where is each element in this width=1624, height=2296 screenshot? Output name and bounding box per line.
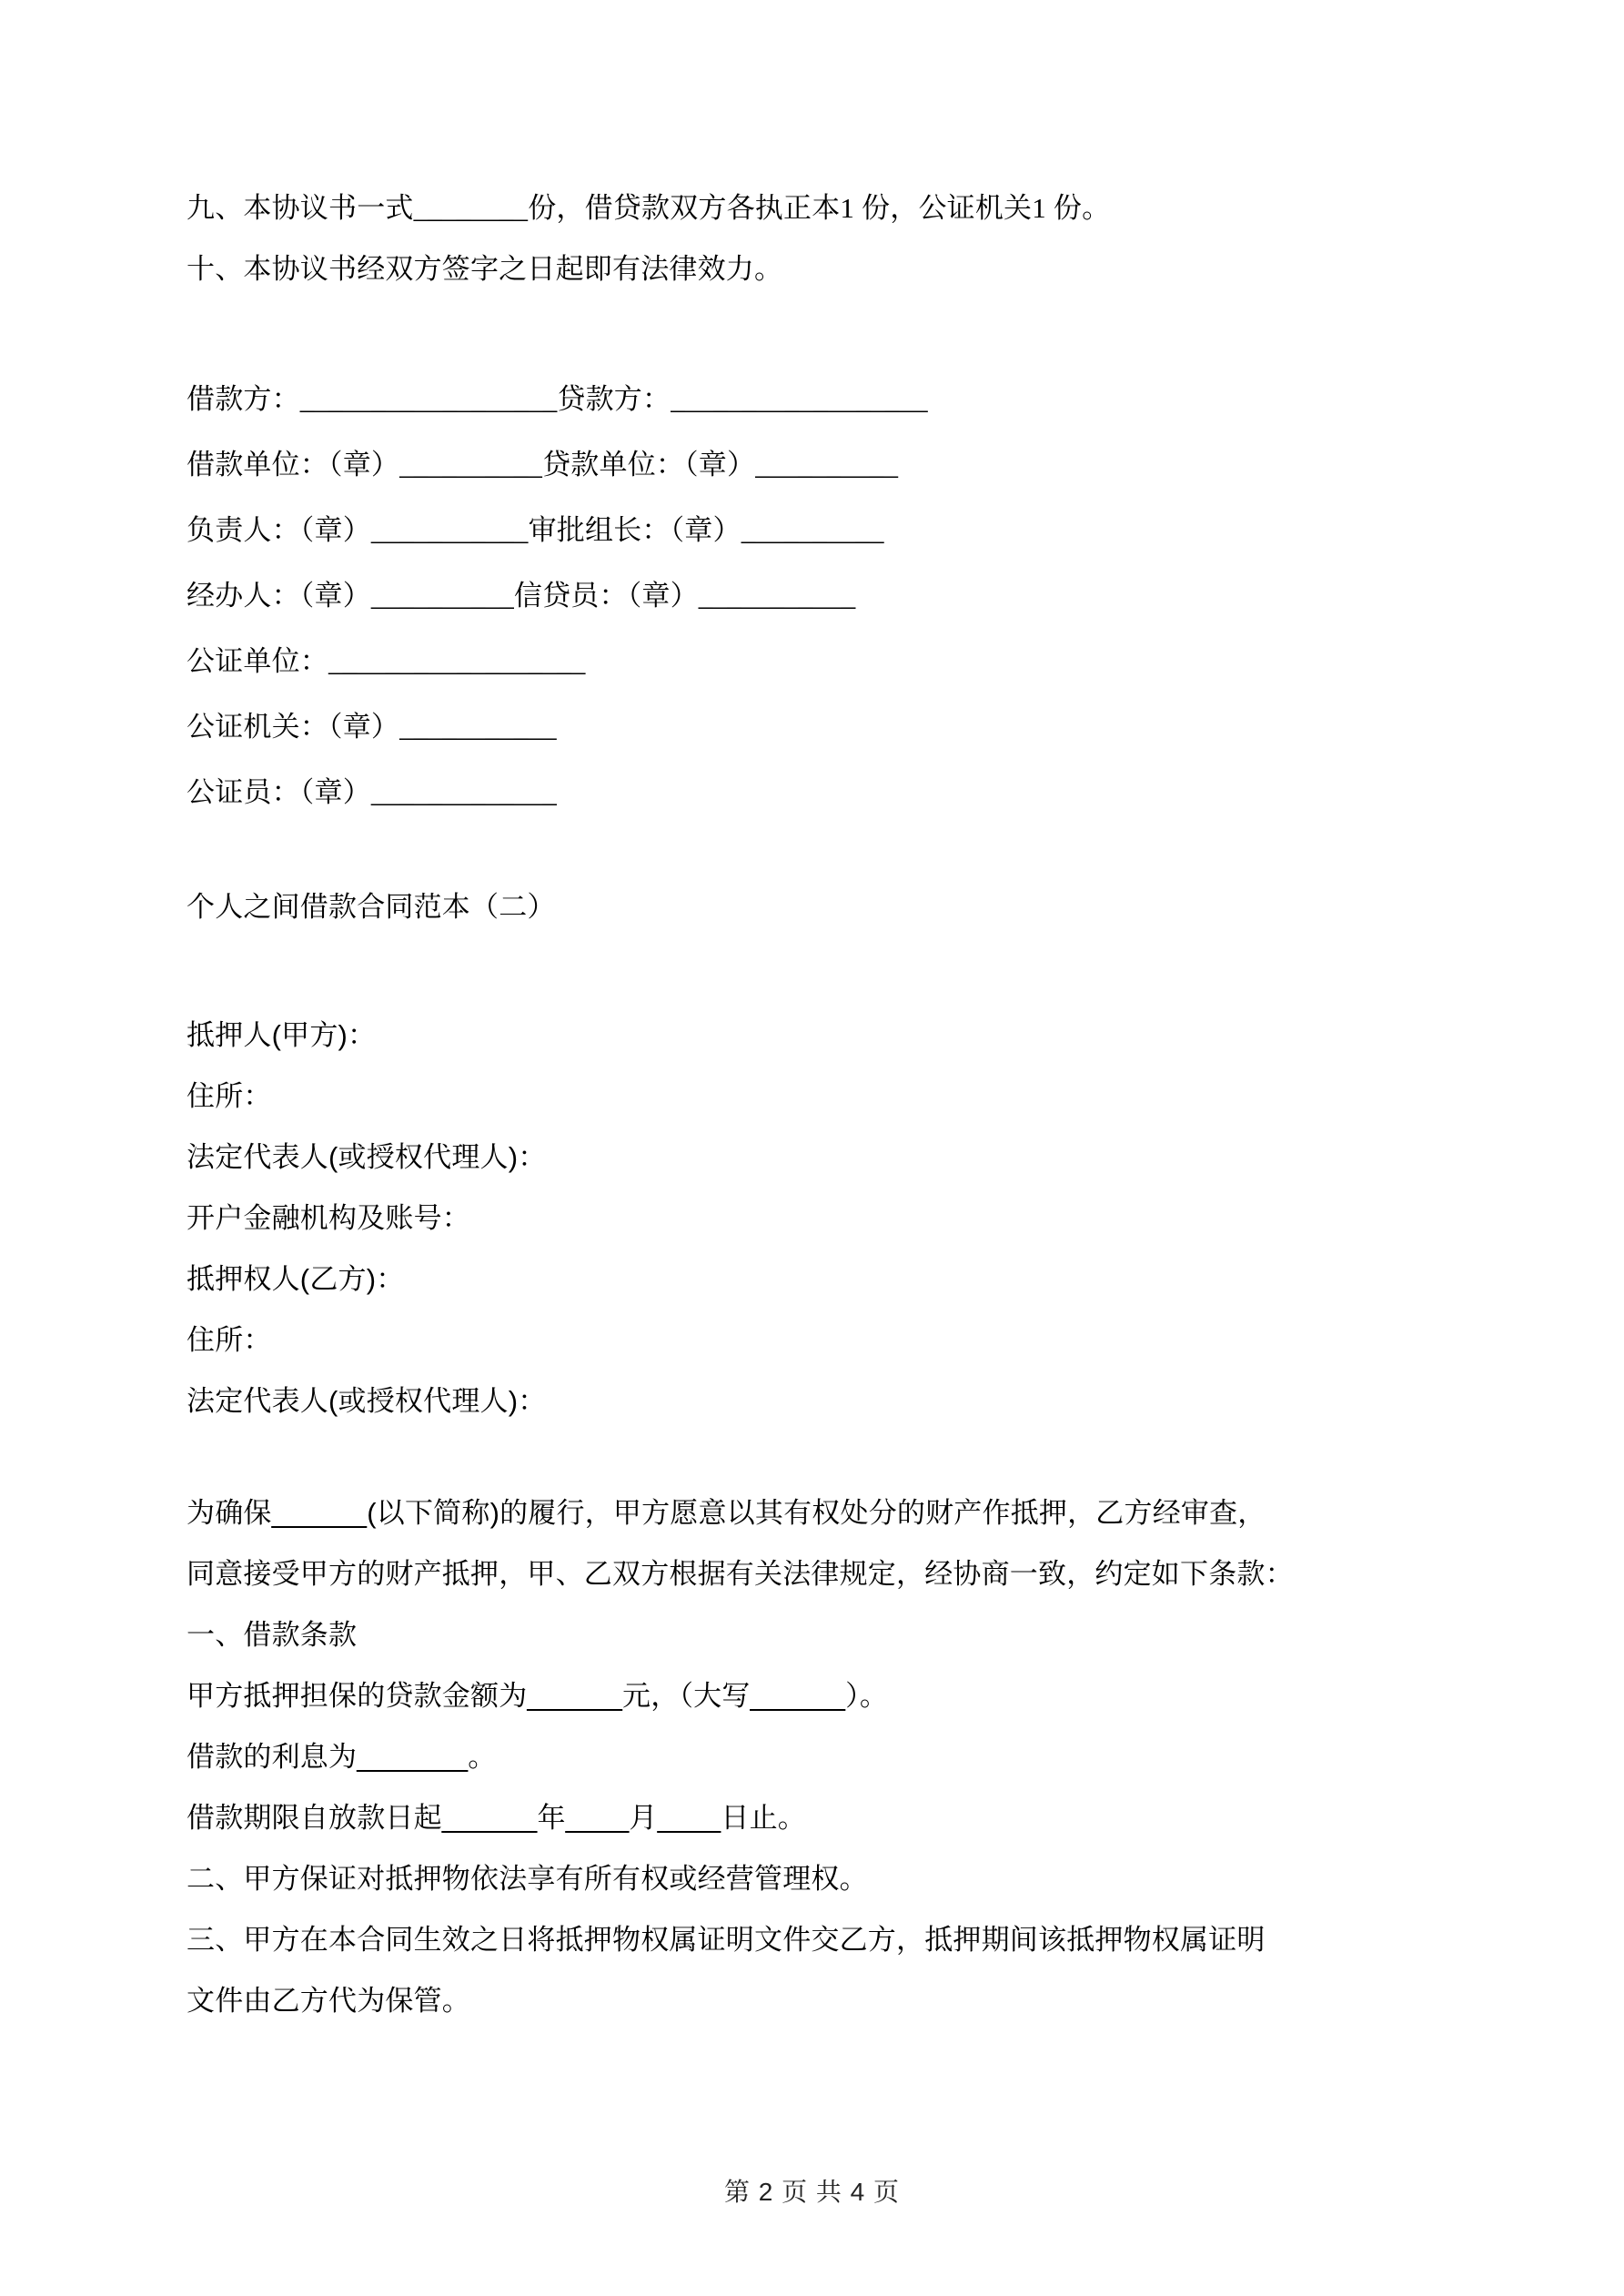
signature-line-notary-unit: 公证单位：__________________ xyxy=(187,645,586,677)
preamble-block xyxy=(187,1482,1442,1604)
clause-interest: 借款的利息为_______。 xyxy=(187,1741,497,1773)
field-mortgagor-legal-rep: 法定代表人(或授权代理人)： xyxy=(187,1141,547,1173)
clause-two: 二、甲方保证对抵押物依法享有所有权或经营管理权。 xyxy=(187,1863,868,1895)
spacer-before-section-title xyxy=(187,825,1442,876)
preamble-line-1: 为确保______(以下简称)的履行，甲方愿意以其有权处分的财产作抵押，乙方经审查， xyxy=(187,1497,1266,1529)
section-title: 个人之间借款合同范本（二） xyxy=(187,891,556,923)
field-mortgagor: 抵押人(甲方)： xyxy=(187,1019,377,1051)
body-clauses-block xyxy=(187,1604,1442,2031)
field-mortgagor-address: 住所： xyxy=(187,1080,272,1112)
signature-line-units: 借款单位：（章）__________贷款单位：（章）__________ xyxy=(187,449,899,480)
clause-loan-amount: 甲方抵押担保的贷款金额为______元，（大写______）。 xyxy=(187,1680,889,1712)
page-footer: 第 2 页 共 4 页 xyxy=(723,2178,901,2206)
signature-line-handler: 经办人：（章）__________信贷员：（章）___________ xyxy=(187,580,856,612)
preamble-line-2: 同意接受甲方的财产抵押，甲、乙双方根据有关法律规定，经协商一致，约定如下条款： xyxy=(187,1558,1294,1590)
signature-line-notary-officer: 公证员：（章）_____________ xyxy=(187,776,557,808)
spacer-before-preamble xyxy=(187,1431,1442,1482)
field-mortgagee-legal-rep: 法定代表人(或授权代理人)： xyxy=(187,1385,547,1417)
top-clauses-block xyxy=(187,177,1442,299)
field-mortgagee: 抵押权人(乙方)： xyxy=(187,1263,405,1295)
field-mortgagee-address: 住所： xyxy=(187,1324,272,1356)
signature-block xyxy=(187,367,1442,825)
clause-ten: 十、本协议书经双方签字之日起即有法律效力。 xyxy=(187,253,783,285)
signature-line-responsible-person: 负责人：（章）___________审批组长：（章）__________ xyxy=(187,514,884,546)
clause-term: 借款期限自放款日起______年____月____日止。 xyxy=(187,1802,806,1834)
field-bank-account: 开户金融机构及账号： xyxy=(187,1202,470,1234)
party-fields-block xyxy=(187,1005,1442,1431)
clause-nine: 九、本协议书一式________份，借贷款双方各执正本1 份，公证机关1 份。 xyxy=(187,192,1111,224)
clause-three-line-1: 三、甲方在本合同生效之日将抵押物权属证明文件交乙方，抵押期间该抵押物权属证明 xyxy=(187,1924,1266,1956)
clause-three-line-2: 文件由乙方代为保管。 xyxy=(187,1985,470,2017)
spacer-after-top-clauses xyxy=(187,299,1442,367)
spacer-after-section-title xyxy=(187,937,1442,1005)
signature-line-notary-organ: 公证机关：（章）___________ xyxy=(187,711,557,743)
clause-one-heading: 一、借款条款 xyxy=(187,1619,358,1651)
signature-line-borrower-lender: 借款方：__________________贷款方：__________________ xyxy=(187,383,928,415)
